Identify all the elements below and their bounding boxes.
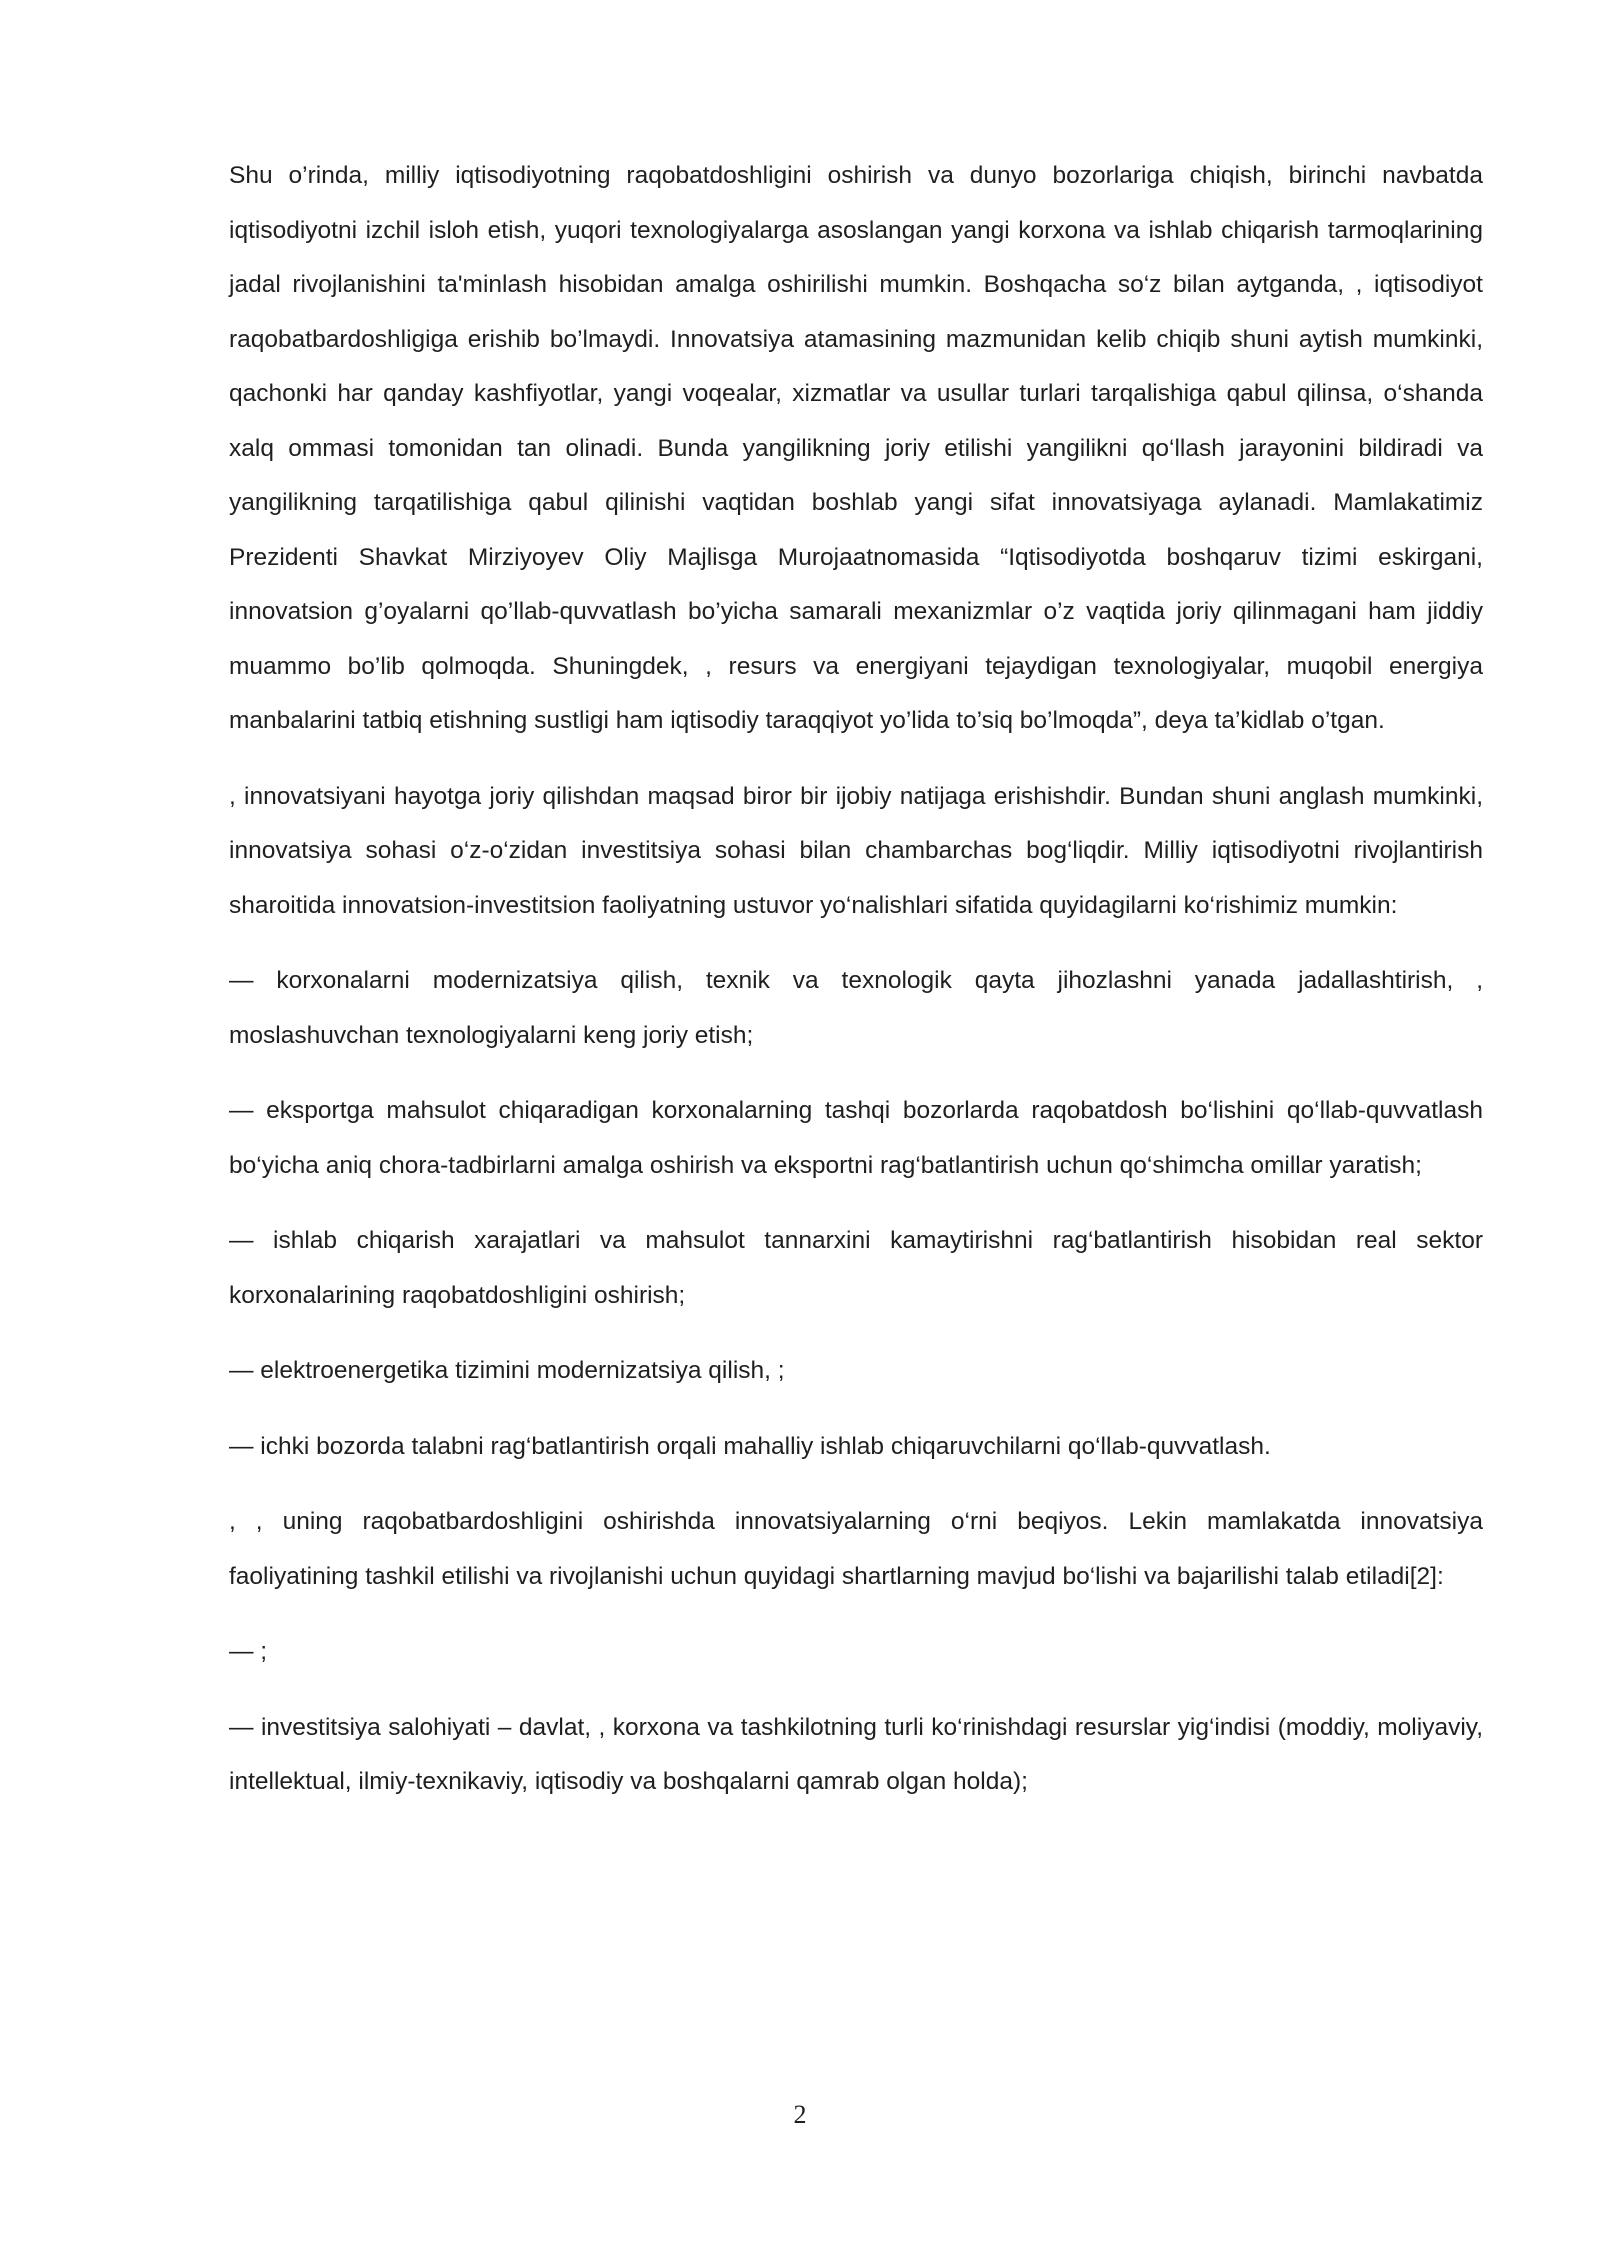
page-number: 2 (793, 2100, 807, 2129)
paragraph-innovation-intro: Shu o’rinda, milliy iqtisodiyotning raqobatdoshligini oshirish va dunyo bozorlariga chiqish, birinchi navbatda iqtisodiyotni izchil isloh etish, yuqori texnologiyalarga asoslangan yangi korxona va ishlab chiqarish tarmoqlarining jadal rivojlanishini ta'minlash hisobidan amalga oshirilishi mumkin. Boshqacha so‘z bilan aytganda, , iqtisodiyot raqobatbardoshligiga erishib bo’lmaydi. Innovatsiya atamasining mazmunidan kelib chiqib shuni aytish mumkinki, qachonki har qanday kashfiyotlar, yangi voqealar, xizmatlar va usullar turlari tarqalishiga qabul qilinsa, o‘shanda xalq ommasi tomonidan tan olinadi. Bunda yangilikning joriy etilishi yangilikni qo‘llash jarayonini bildiradi va yangilikning tarqatilishiga qabul qilinishi vaqtidan boshlab yangi sifat innovatsiyaga aylanadi. Mamlakatimiz Prezidenti Shavkat Mirziyoyev Oliy Majlisga Murojaatnomasida “Iqtisodiyotda boshqaruv tizimi eskirgani, innovatsion g’oyalarni qo’llab-quvvatlash bo’yicha samarali mexanizmlar o’z vaqtida joriy qilinmagani ham jiddiy muammo bo’lib qolmoqda. Shuningdek, , resurs va energiyani tejaydigan texnologiyalar, muqobil energiya manbalarini tatbiq etishning sustligi ham iqtisodiy taraqqiyot yo’lida to’siq bo’lmoqda”, deya ta’kidlab o’tgan. (229, 162, 1483, 734)
list-item-modernization: — korxonalarni modernizatsiya qilish, texnik va texnologik qayta jihozlashni yanada jadallashtirish, , moslashuvchan texnologiyalarni keng joriy etish; (229, 967, 1483, 1049)
document-body (229, 149, 1483, 1831)
list-item-cost-reduction: — ishlab chiqarish xarajatlari va mahsulot tannarxini kamaytirishni rag‘batlantirish hisobidan real sektor korxonalarining raqobatdoshligini oshirish; (229, 1227, 1483, 1309)
list-item-empty: — ; (229, 1638, 268, 1665)
list-item-investment-potential: — investitsiya salohiyati – davlat, , korxona va tashkilotning turli ko‘rinishdagi resurslar yig‘indisi (moddiy, moliyaviy, intellektual, ilmiy-texnikaviy, iqtisodiy va boshqalarni qamrab olgan holda); (229, 1713, 1483, 1795)
paragraph-conditions: , , uning raqobatbardoshligini oshirishda innovatsiyalarning o‘rni beqiyos. Lekin mamlakatda innovatsiya faoliyatining tashkil etilishi va rivojlanishi uchun quyidagi shartlarning mavjud bo‘lishi va bajarilishi talab etiladi[2]: (229, 1508, 1483, 1590)
list-item-domestic-demand: — ichki bozorda talabni rag‘batlantirish orqali mahalliy ishlab chiqaruvchilarni qo‘llab-quvvatlash. (229, 1432, 1271, 1460)
list-item-export-support: — eksportga mahsulot chiqaradigan korxonalarning tashqi bozorlarda raqobatdosh bo‘lishini qo‘llab-quvvatlash bo‘yicha aniq chora-tadbirlarni amalga oshirish va eksportni rag‘batlantirish uchun qo‘shimcha omillar yaratish; (229, 1097, 1483, 1179)
list-item-electroenergetics: — elektroenergetika tizimini modernizatsiya qilish, ; (229, 1357, 785, 1384)
paragraph-innovation-investment: , innovatsiyani hayotga joriy qilishdan maqsad biror bir ijobiy natijaga erishishdir. Bundan shuni anglash mumkinki, innovatsiya sohasi o‘z-o‘zidan investitsiya sohasi bilan chambarchas bog‘liqdir. Milliy iqtisodiyotni rivojlantirish sharoitida innovatsion-investitsion faoliyatning ustuvor yo‘nalishlari sifatida quyidagilarni ko‘rishimiz mumkin: (229, 782, 1483, 919)
